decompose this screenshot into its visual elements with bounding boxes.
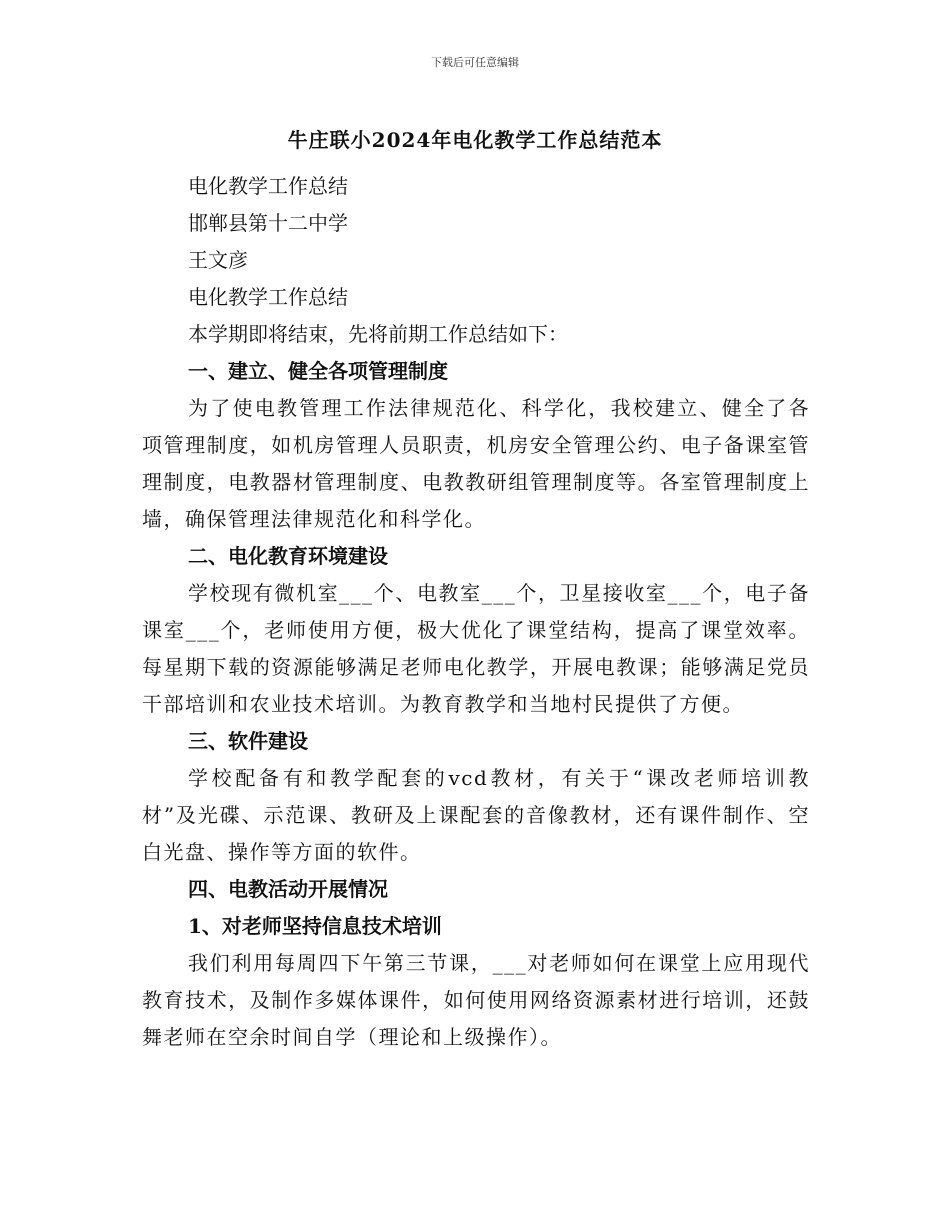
section-1-paragraph: 为了使电教管理工作法律规范化、科学化，我校建立、健全了各项管理制度，如机房管理人员职责，机房安全管理公约、电子备课室管理制度，电教器材管理制度、电教教研组管理制度等。各室管理制度上墙，确保管理法律规范化和科学化。 xyxy=(142,396,810,531)
header-note: 下载后可任意编辑 xyxy=(431,56,519,69)
intro-line-5: 本学期即将结束，先将前期工作总结如下： xyxy=(188,322,568,346)
section-4-heading: 四、电教活动开展情况 xyxy=(188,877,388,901)
intro-line-2: 邯郸县第十二中学 xyxy=(188,211,348,235)
section-2-heading: 二、电化教育环境建设 xyxy=(188,544,388,568)
section-3-paragraph: 学校配备有和教学配套的vcd教材，有关于“课改老师培训教材”及光碟、示范课、教研及上课配套的音像教材，还有课件制作、空白光盘、操作等方面的软件。 xyxy=(142,766,810,864)
section-2-paragraph: 学校现有微机室___个、电教室___个，卫星接收室___个，电子备课室___个，老师使用方便，极大优化了课堂结构，提高了课堂效率。每星期下载的资源能够满足老师电化教学，开展电教课；能够满足党员干部培训和农业技术培训。为教育教学和当地村民提供了方便。 xyxy=(142,581,810,716)
section-4-paragraph: 我们利用每周四下午第三节课，___对老师如何在课堂上应用现代教育技术，及制作多媒体课件，如何使用网络资源素材进行培训，还鼓舞老师在空余时间自学（理论和上级操作）。 xyxy=(142,951,810,1049)
section-4-subheading: 1、对老师坚持信息技术培训 xyxy=(188,914,442,938)
section-1-heading: 一、建立、健全各项管理制度 xyxy=(188,359,448,383)
intro-line-1: 电化教学工作总结 xyxy=(188,174,348,198)
intro-line-4: 电化教学工作总结 xyxy=(188,285,348,309)
section-3-heading: 三、软件建设 xyxy=(188,729,308,753)
document-title: 牛庄联小2024年电化教学工作总结范本 xyxy=(287,128,663,152)
intro-line-3: 王文彦 xyxy=(188,248,248,272)
document-body xyxy=(142,168,810,1056)
